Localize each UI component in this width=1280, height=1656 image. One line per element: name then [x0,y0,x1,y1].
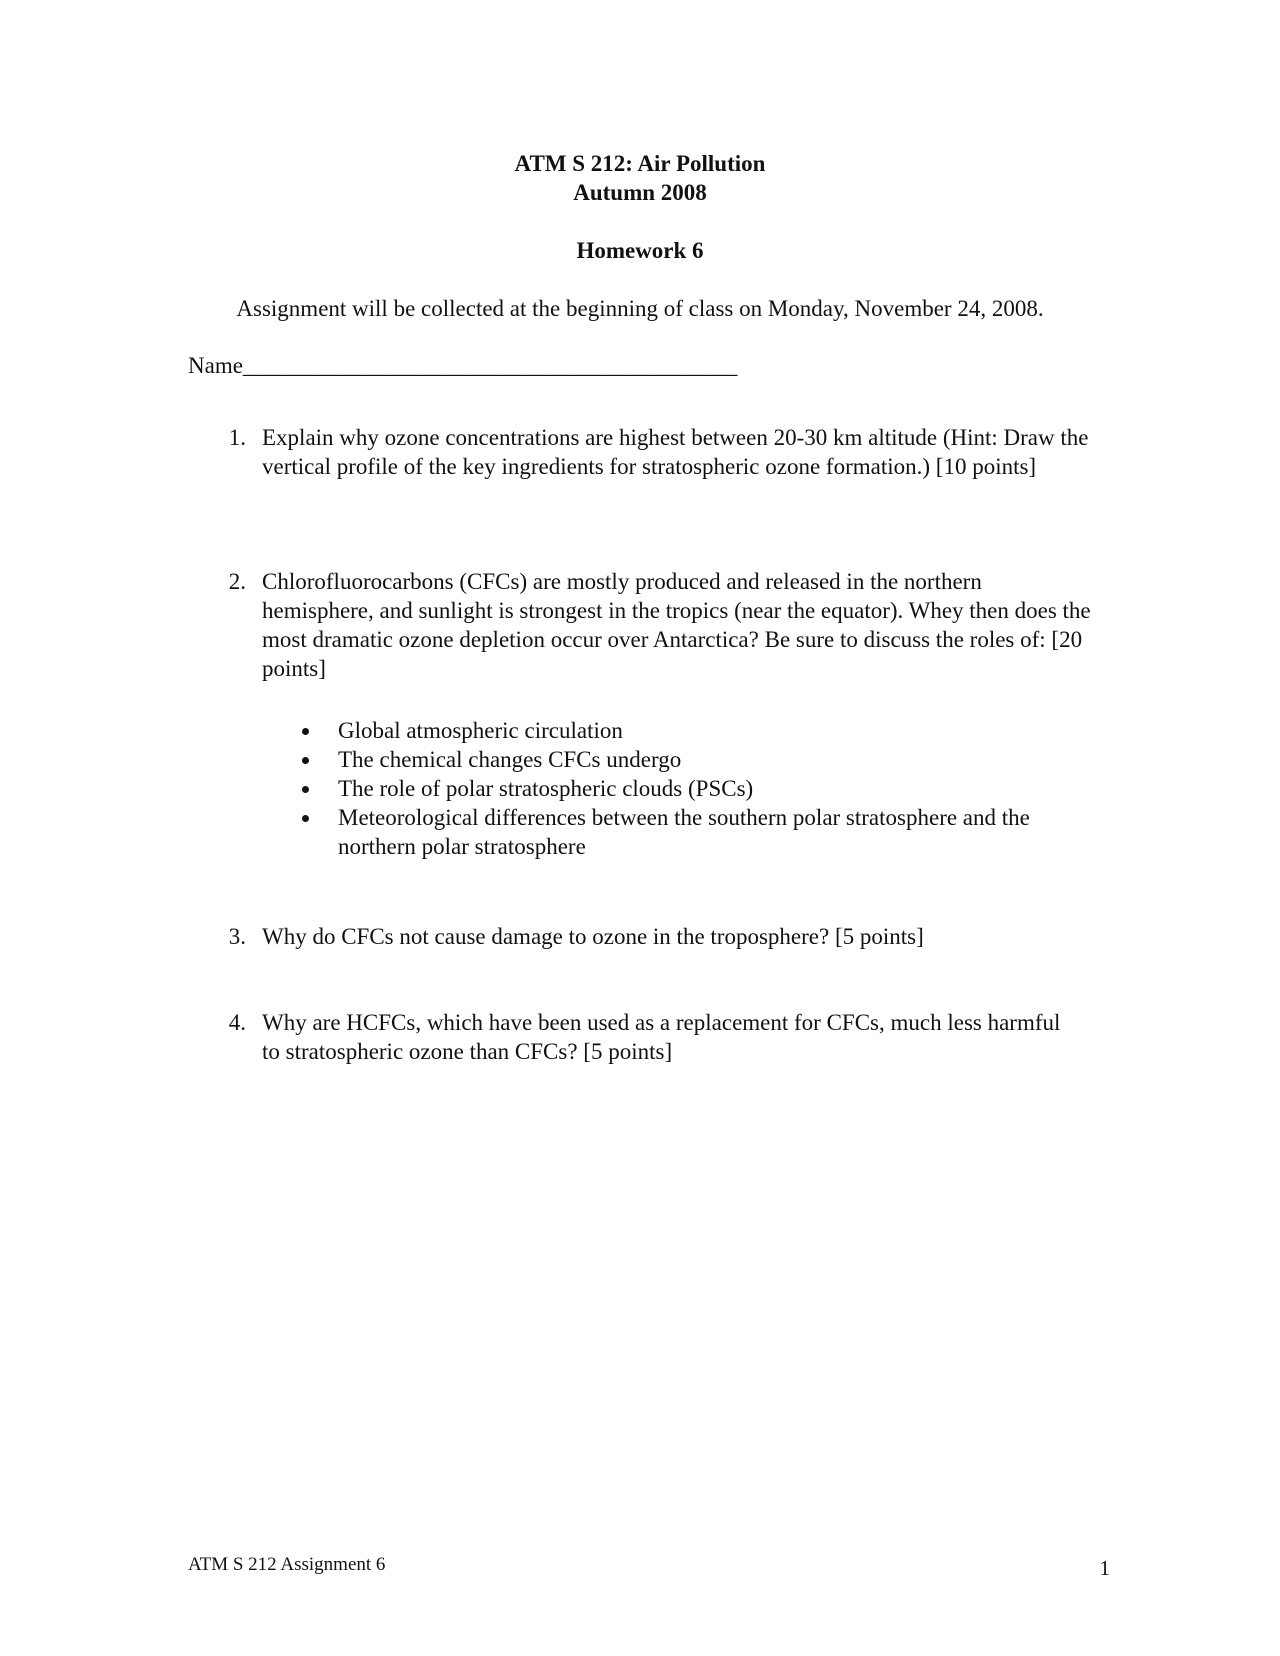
bullet-list [296,716,1096,861]
bullet-icon [302,728,309,735]
page-number: 1 [1099,1556,1110,1580]
list-item [296,803,1058,861]
list-item-text: Meteorological differences between the southern polar stratosphere and the northern polar stratosphere [338,805,1030,859]
term: Autumn 2008 [573,180,707,205]
question-text: Chlorofluorocarbons (CFCs) are mostly produced and released in the northern hemisphere, and sunlight is strongest in the tropics (near the equator). Whey then does the most dramatic ozone depletion occur over Antarctica? Be sure to discuss the roles of: [20 points] [262,569,1091,681]
list-item-text: The chemical changes CFCs undergo [338,747,682,772]
question-number: 1. [228,425,246,450]
question-text: Why do CFCs not cause damage to ozone in the troposphere? [5 points] [262,924,924,949]
bullet-icon [302,757,309,764]
question-number: 4. [228,1010,246,1035]
list-item-text: The role of polar stratospheric clouds (PSCs) [338,776,754,801]
question-text: Why are HCFCs, which have been used as a replacement for CFCs, much less harmful to stratospheric ozone than CFCs? [5 points] [262,1010,1061,1064]
instructions: Assignment will be collected at the beginning of class on Monday, November 24, 2008. [236,296,1044,321]
bullet-icon [302,786,309,793]
assignment-title: Homework 6 [576,238,704,263]
footer-title: ATM S 212 Assignment 6 [188,1554,386,1575]
question-number: 2. [228,569,246,594]
list-item [296,774,1096,803]
question-text: Explain why ozone concentrations are highest between 20-30 km altitude (Hint: Draw the vertical profile of the key ingredients for stratospheric ozone formation.) [10 points] [262,425,1089,479]
list-item [296,716,1096,745]
name-field: Name___________________________________________ [188,353,738,378]
list-item [296,745,1096,774]
question-number: 3. [228,924,246,949]
list-item-text: Global atmospheric circulation [338,718,623,743]
course-title: ATM S 212: Air Pollution [514,151,766,176]
bullet-icon [302,815,309,822]
